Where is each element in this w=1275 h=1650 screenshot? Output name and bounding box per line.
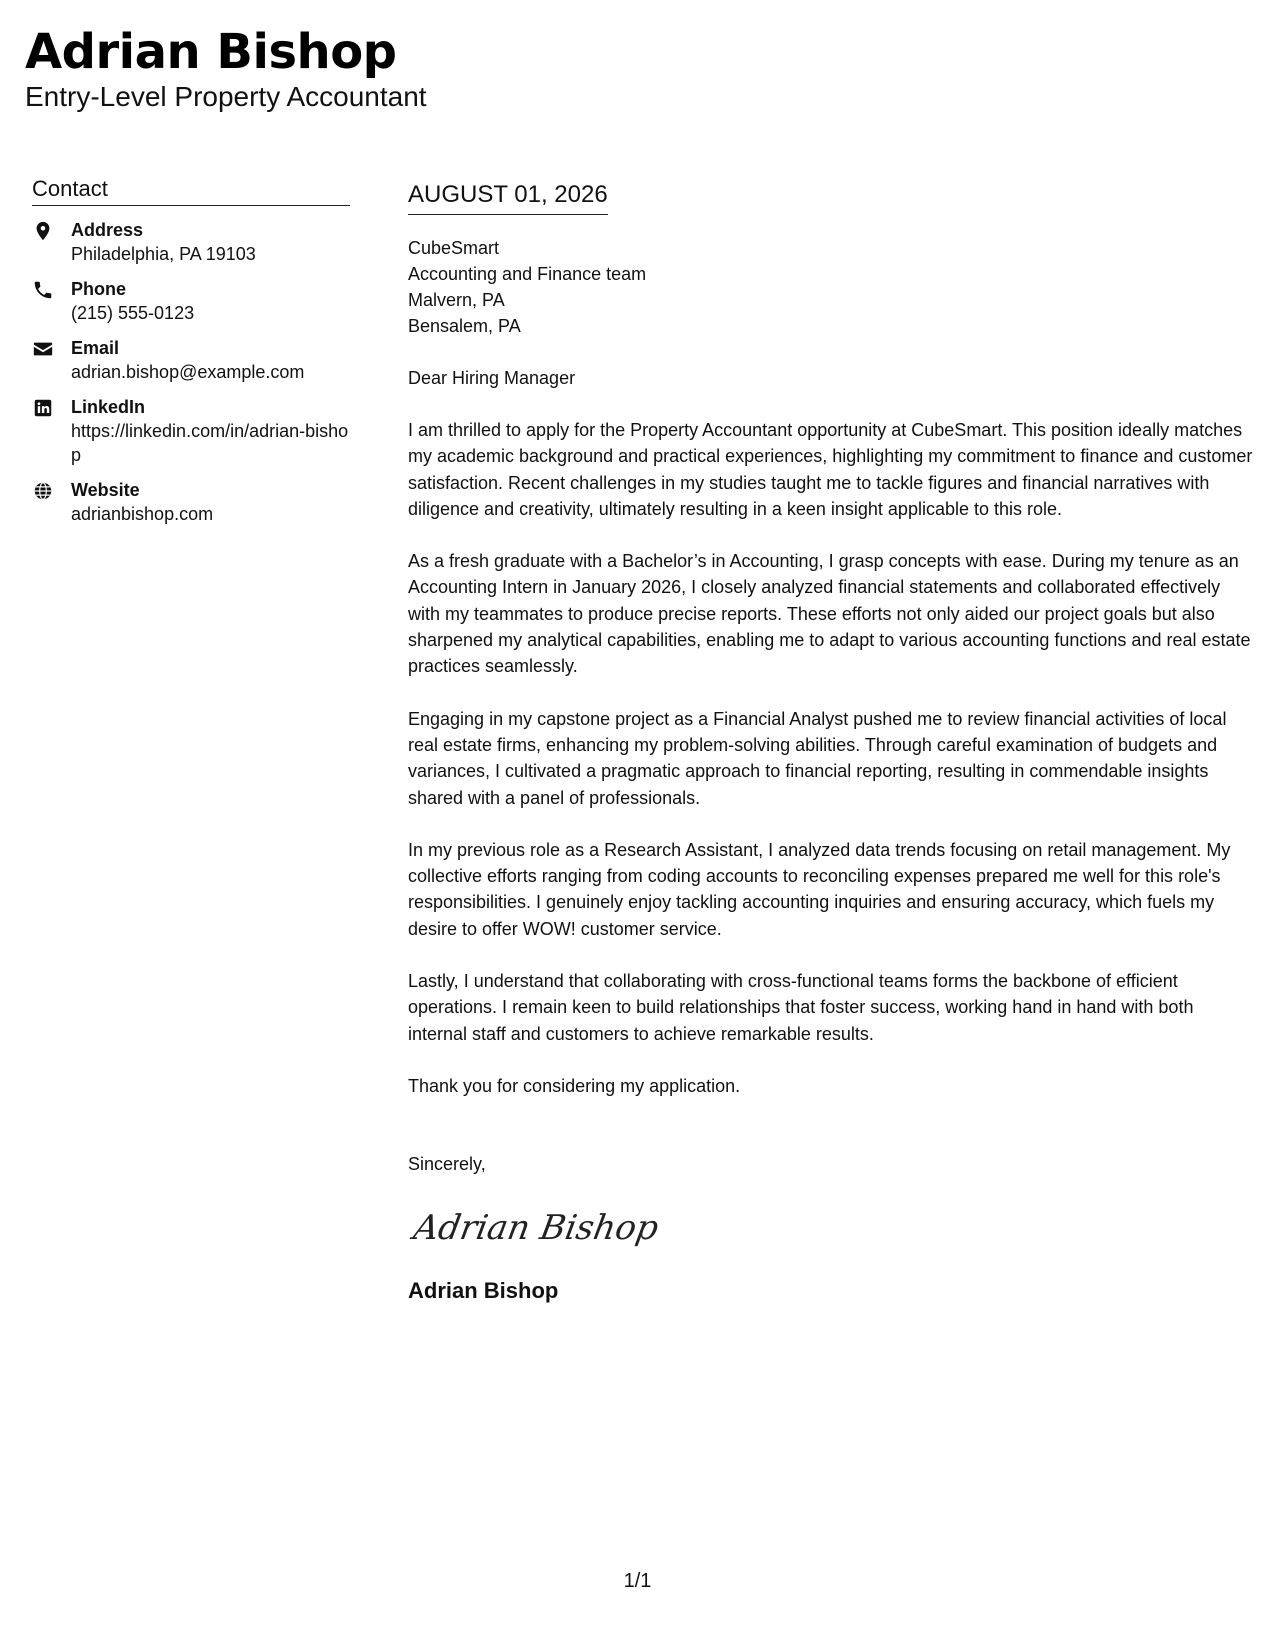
contact-label: Address	[71, 220, 144, 240]
contact-label: Website	[71, 480, 140, 500]
applicant-name: Adrian Bishop	[25, 24, 397, 80]
envelope-icon	[32, 338, 54, 360]
salutation: Dear Hiring Manager	[408, 368, 576, 388]
contact-label: LinkedIn	[71, 397, 146, 417]
letter-paragraph: Thank you for considering my application.	[408, 1075, 741, 1096]
phone-icon	[32, 279, 54, 301]
contact-sidebar	[32, 175, 350, 537]
letter-paragraph: Engaging in my capstone project as a Financial Analyst pushed me to review financial activities of local real estate firms, enhancing my problem-solving abilities. Through careful examination of budgets and variances, I cultivated a pragmatic approach to financial reporting, resulting in commendable insights shared with a panel of professionals.	[408, 708, 1227, 808]
contact-email	[32, 336, 350, 384]
handwritten-signature	[408, 1195, 668, 1259]
cover-letter-body	[408, 178, 1253, 1306]
recipient-company: CubeSmart	[408, 238, 500, 258]
contact-phone	[32, 277, 350, 325]
recipient-team: Accounting and Finance team	[408, 264, 647, 284]
email-value[interactable]: adrian.bishop@example.com	[71, 362, 305, 382]
recipient-block	[408, 235, 1253, 339]
resume-header	[25, 22, 427, 114]
page-number: 1/1	[623, 1570, 652, 1592]
letter-paragraph: I am thrilled to apply for the Property Accountant opportunity at CubeSmart. This position ideally matches my academic background and practical experiences, highlighting my commitment to finance and customer satisfaction. Recent challenges in my studies taught me to tackle figures and financial narratives with diligence and creativity, ultimately resulting in a keen insight applicable to this role.	[408, 420, 1253, 519]
phone-value: (215) 555-0123	[71, 303, 195, 323]
contact-label: Phone	[71, 279, 127, 299]
contact-address	[32, 218, 350, 266]
recipient-location: Bensalem, PA	[408, 316, 521, 336]
location-pin-icon	[32, 220, 54, 242]
letter-date: AUGUST 01, 2026	[408, 178, 608, 215]
recipient-location: Malvern, PA	[408, 290, 505, 310]
address-value: Philadelphia, PA 19103	[71, 244, 256, 264]
signature-text: Adrian Bishop	[410, 1208, 662, 1249]
closing: Sincerely,	[408, 1154, 486, 1175]
website-value[interactable]: adrianbishop.com	[71, 504, 214, 524]
contact-label: Email	[71, 338, 120, 358]
contact-website	[32, 478, 350, 526]
letter-paragraph: As a fresh graduate with a Bachelor’s in Accounting, I grasp concepts with ease. During my tenure as an Accounting Intern in January 2026, I closely analyzed financial statements and collaborated effectively with my teammates to produce precise reports. These efforts not only aided our project goals but also sharpened my analytical capabilities, enabling me to adapt to various accounting functions and real estate practices seamlessly.	[408, 551, 1251, 677]
globe-icon	[32, 480, 54, 502]
signed-name: Adrian Bishop	[408, 1278, 559, 1304]
contact-linkedin	[32, 395, 350, 467]
letter-paragraph: Lastly, I understand that collaborating with cross-functional teams forms the backbone of efficient operations. I remain keen to build relationships that foster success, working hand in hand with both internal staff and customers to achieve remarkable results.	[408, 971, 1194, 1044]
job-title: Entry-Level Property Accountant	[25, 81, 427, 112]
linkedin-value[interactable]: https://linkedin.com/in/adrian-bishop	[71, 421, 349, 465]
letter-paragraph: In my previous role as a Research Assistant, I analyzed data trends focusing on retail management. My collective efforts ranging from coding accounts to reconciling expenses prepared me well for this role's responsibilities. I genuinely enjoy tackling accounting inquiries and ensuring accuracy, which fuels my desire to offer WOW! customer service.	[408, 839, 1231, 939]
linkedin-icon	[32, 397, 54, 419]
contact-heading: Contact	[32, 175, 350, 206]
